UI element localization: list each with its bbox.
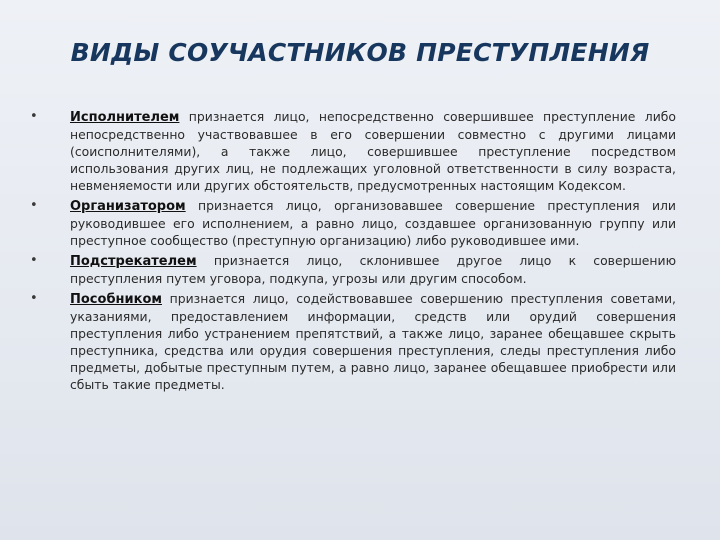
definition-accomplice: признается лицо, содействовавшее совершению преступления советами, указаниями, предоставлением информации, средств или орудий совершения преступления либо устранением препятствий, а также лицо, заранее обещавшее скрыть преступника, средства или орудия совершения преступления, следы преступления либо предметы, добытые преступным путем, а равно лицо, заранее обещавшее приобрести или сбыть такие предметы. — [70, 291, 676, 392]
bullet-icon: • — [30, 291, 38, 306]
list-item-text — [70, 197, 676, 249]
bullet-icon: • — [30, 198, 38, 213]
list-item-executor — [26, 108, 676, 194]
term-accomplice: Пособником — [70, 292, 162, 307]
bullet-list — [26, 108, 676, 396]
term-executor: Исполнителем — [70, 110, 180, 125]
list-item-instigator — [26, 252, 676, 287]
list-item-accomplice — [26, 290, 676, 393]
term-organizer: Организатором — [70, 199, 186, 214]
list-item-text — [70, 252, 676, 287]
definition-executor: признается лицо, непосредственно совершившее преступление либо непосредственно участвовавшее в его совершении совместно с другими лицами (соисполнителями), а также лицо, совершившее преступление посредством использования других лиц, не подлежащих уголовной ответственности в силу возраста, невменяемости или других обстоятельств, предусмотренных настоящим Кодексом. — [70, 109, 676, 193]
bullet-icon: • — [30, 253, 38, 268]
slide-title: ВИДЫ СОУЧАСТНИКОВ ПРЕСТУПЛЕНИЯ — [70, 38, 650, 67]
definition-organizer: признается лицо, организовавшее совершение преступления или руководившее его исполнением, а равно лицо, создавшее организованную группу или преступное сообщество (преступную организацию) либо руководившее ими. — [70, 198, 676, 248]
term-instigator: Подстрекателем — [70, 254, 197, 269]
list-item-text — [70, 290, 676, 393]
definition-instigator: признается лицо, склонившее другое лицо к совершению преступления путем уговора, подкупа, угрозы или другим способом. — [70, 253, 676, 286]
list-item-organizer — [26, 197, 676, 249]
list-item-text — [70, 108, 676, 194]
bullet-icon: • — [30, 109, 38, 124]
